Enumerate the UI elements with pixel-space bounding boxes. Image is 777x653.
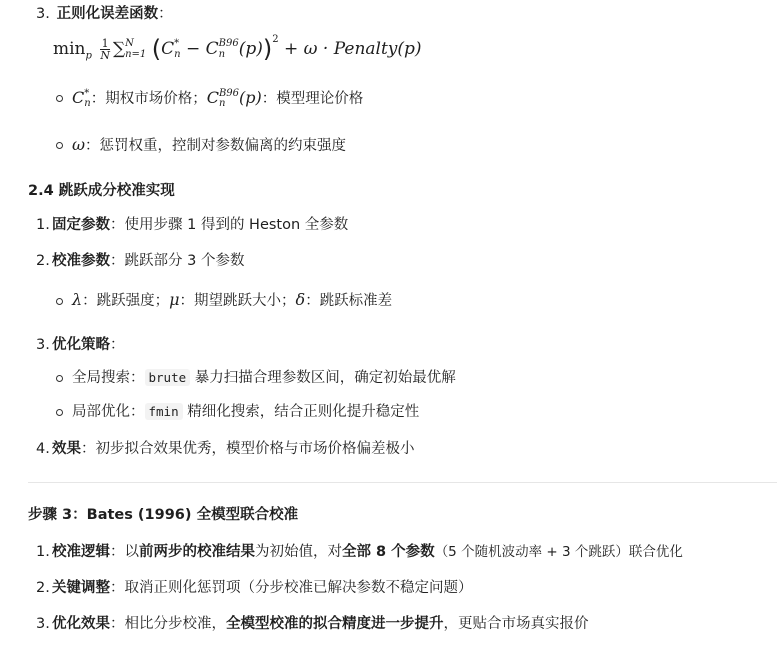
c-model-arg: (p): [238, 39, 263, 59]
c-market-symbol: C: [72, 88, 85, 107]
strategy-label: 局部优化：: [72, 404, 145, 420]
code-brute: brute: [145, 369, 191, 386]
bullet-marker: [56, 142, 63, 149]
bullet-marker: [56, 375, 63, 382]
formula-min-sub: p: [85, 50, 92, 62]
list-item-key-adjust: [36, 578, 473, 598]
c-market-symbol-sup: *: [84, 88, 90, 99]
strategy-label: 全局搜索：: [72, 370, 145, 386]
item-number: 4.: [36, 441, 50, 457]
omega-symbol: ω: [72, 135, 86, 154]
item-number: 1.: [36, 544, 50, 560]
delta-symbol: δ: [295, 290, 306, 309]
bullet-marker: [56, 298, 63, 305]
formula-c-market: C: [161, 39, 175, 59]
item-bold-text: 全模型校准的拟合精度进一步提升: [226, 616, 444, 632]
c-model-symbol-sup: B96: [218, 88, 240, 99]
formula-minus: −: [185, 39, 201, 59]
formula-penalty: + ω · Penalty(p): [284, 39, 422, 59]
c-model-symbol-arg: (p): [239, 88, 262, 107]
bullet-price-definitions: [72, 86, 363, 111]
close-paren: ): [262, 35, 273, 63]
sum-upper: N: [125, 38, 134, 49]
item-label: 校准逻辑: [52, 544, 110, 560]
omega-text: ：惩罚权重，控制对参数偏离的约束强度: [85, 138, 347, 154]
item-number: 3.: [36, 337, 50, 353]
step-3-heading: 步骤 3：Bates (1996) 全模型联合校准: [28, 507, 299, 523]
lambda-symbol: λ: [72, 290, 83, 309]
c-model-sub: n: [218, 49, 226, 60]
item-text: ，更贴合市场真实报价: [443, 616, 589, 632]
open-paren: (: [151, 35, 162, 63]
c-market-scripts: [174, 38, 180, 60]
item-text: ：跳跃部分 3 个参数: [110, 253, 245, 269]
c-market-sup: *: [174, 38, 180, 49]
list-item-strategy: [36, 335, 125, 355]
section-divider: [28, 482, 777, 483]
bullet-marker: [56, 409, 63, 416]
item-text: ：初步拟合效果优秀，模型价格与市场价格偏差极小: [81, 441, 415, 457]
mu-symbol: μ: [169, 290, 180, 309]
c-model-symbol-scripts: [219, 89, 239, 109]
c-model-symbol-sub: n: [218, 98, 226, 109]
item-text: ：以: [110, 544, 139, 560]
error-formula: [53, 34, 422, 64]
item-text: ：相比分步校准，: [110, 616, 226, 632]
item-number: 2.: [36, 580, 50, 596]
model-price-text: ：模型理论价格: [261, 91, 364, 107]
item-label: 关键调整: [52, 580, 110, 596]
formula-fraction: [100, 38, 110, 61]
formula-sum: ∑: [112, 39, 126, 59]
mu-text: ：期望跳跃大小；: [179, 293, 296, 309]
c-model-symbol: C: [206, 88, 219, 107]
list-item-effect: [36, 439, 415, 459]
sum-lower: n=1: [125, 49, 147, 60]
sum-limits: [125, 38, 146, 60]
item-text: 为初始值，对: [255, 544, 342, 560]
market-price-text: ：期权市场价格；: [90, 91, 207, 107]
c-model-scripts: [219, 38, 239, 60]
item-label: 正则化误差函数: [56, 6, 159, 22]
item-bold-text: 前两步的校准结果: [139, 544, 255, 560]
bullet-marker: [56, 95, 63, 102]
item-bold-text: 全部 8 个参数: [342, 544, 435, 560]
item-text: ：: [110, 337, 125, 353]
item-label: 固定参数: [52, 217, 110, 233]
code-fmin: fmin: [145, 403, 183, 420]
item-number: 1.: [36, 217, 50, 233]
bullet-omega: [72, 135, 346, 156]
fraction-numerator: 1: [101, 36, 109, 50]
list-item-calib-logic: [36, 542, 683, 562]
strategy-text: 精细化搜索，结合正则化提升稳定性: [182, 404, 420, 420]
bullet-local-opt: [72, 402, 419, 422]
delta-text: ：跳跃标准差: [305, 293, 393, 309]
strategy-text: 暴力扫描合理参数区间，确定初始最优解: [190, 370, 456, 386]
item-number: 2.: [36, 253, 50, 269]
list-item-fixed-params: [36, 215, 348, 235]
item-3-regularized-error: [36, 4, 173, 24]
item-label: 优化策略: [52, 337, 110, 353]
formula-min: min: [53, 39, 86, 59]
list-item-calib-params: [36, 251, 244, 271]
c-model-sup: B96: [218, 38, 239, 49]
item-number: 3.: [36, 6, 50, 22]
item-colon: ：: [158, 6, 173, 22]
fraction-denominator: N: [100, 48, 110, 62]
bullet-global-search: [72, 368, 456, 388]
bullet-jump-params: [72, 290, 392, 311]
c-market-sub: n: [174, 49, 181, 60]
item-label: 优化效果: [52, 616, 110, 632]
lambda-text: ：跳跃强度；: [82, 293, 170, 309]
formula-c-model: C: [205, 39, 219, 59]
section-heading-2-4: 2.4 跳跃成分校准实现: [28, 183, 175, 199]
c-market-symbol-sub: n: [84, 98, 91, 109]
item-label: 校准参数: [52, 253, 110, 269]
list-item-opt-effect: [36, 614, 589, 634]
item-text: ：使用步骤 1 得到的 Heston 全参数: [110, 217, 349, 233]
item-text: （5 个随机波动率 + 3 个跳跃）联合优化: [434, 544, 683, 560]
item-text: ：取消正则化惩罚项（分步校准已解决参数不稳定问题）: [110, 580, 473, 596]
formula-power: 2: [272, 34, 279, 45]
item-label: 效果: [52, 441, 81, 457]
item-number: 3.: [36, 616, 50, 632]
